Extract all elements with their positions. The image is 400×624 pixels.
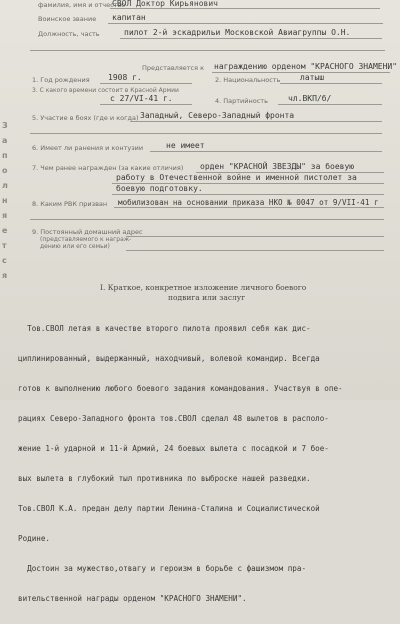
field-8-rule	[114, 207, 384, 208]
summary-line: готов к выполнению любого боевого задания командования. Участвуя в опе-	[18, 384, 343, 393]
field-9-hint-b: дению или его семьи)	[40, 243, 110, 250]
name-rule	[110, 8, 380, 9]
summary-line: жение 1-й ударной и 11-й Армий, 24 боевых вылета с посадкой и 7 бое-	[18, 444, 329, 453]
field-9-hint-a: (представляемого к награж-	[40, 236, 132, 243]
field-5-label: 5. Участие в боях (где и когда)	[32, 114, 139, 122]
award-value: награждению орденом "КРАСНОГО ЗНАМЕНИ"	[214, 62, 398, 71]
rank-value: капитан	[112, 13, 146, 22]
field-8-label: 8. Каким РВК призван	[32, 200, 108, 208]
name-label: фамилия, имя и отчество	[38, 1, 126, 9]
rank-rule	[108, 23, 383, 24]
summary-line: Родине.	[18, 534, 51, 543]
field-7-value-a: орден "КРАСНОЙ ЗВЕЗДЫ" за боевую	[200, 162, 355, 171]
field-9-rule-2	[126, 250, 384, 251]
summary-title: I. Краткое, конкретное изложение личного боевого	[100, 283, 307, 292]
field-1-label: 1. Год рождения	[32, 76, 90, 84]
field-5-value: Западный, Северо-Западный фронта	[140, 111, 295, 120]
field-7-label: 7. Чем ранее награжден (за какие отличия)	[32, 164, 184, 172]
field-8-value: мобилизован на основании приказа НКО № 0047 от 9/VII-41 г	[118, 198, 379, 207]
post-value: пилот 2-й эскадрильи Московской Авиагруппы О.Н.	[124, 28, 351, 37]
field-6-label: 6. Имеет ли ранения и контузии	[32, 144, 144, 152]
field-2-label: 2. Национальность	[215, 76, 281, 84]
field-4-rule	[278, 104, 382, 105]
field-7-rule-3	[112, 194, 384, 195]
field-4-label: 4. Партийность	[215, 97, 268, 105]
field-6-value: не имеет	[166, 141, 205, 150]
field-1-value: 1908 г.	[108, 73, 142, 82]
field-1-rule	[100, 83, 192, 84]
field-9-rule	[126, 236, 384, 237]
post-label: Должность, часть	[38, 30, 100, 38]
summary-line: вых вылета в глубокий тыл противника по выброске нашей разведки.	[18, 474, 311, 483]
field-5-rule-2	[30, 133, 382, 134]
post-rule	[120, 38, 382, 39]
summary-line: циплинированный, выдержанный, находчивый, волевой командир. Всегда	[18, 354, 320, 363]
summary-line: вительственной награды орденом "КРАСНОГО ЗНАМЕНИ".	[18, 594, 247, 603]
field-5-rule	[130, 121, 382, 122]
summary-line: Тов.СВОЛ летая в качестве второго пилота проявил себя как дис-	[18, 324, 311, 333]
summary-text	[18, 304, 396, 624]
field-6-rule	[150, 151, 382, 152]
field-3-rule	[100, 104, 192, 105]
field-2-rule	[280, 83, 382, 84]
summary-line: рациях Северо-Западного фронта тов.СВОЛ сделал 48 вылетов в располо-	[18, 414, 329, 423]
summary-line: Достоин за мужество,отвагу и героизм в борьбе с фашизмом пра-	[18, 564, 307, 573]
field-9-label: 9. Постоянный домашний адрес	[32, 228, 143, 236]
blank-rule	[30, 50, 385, 51]
field-7-value-b: работу в Отечественной войне и именной пистолет за	[116, 173, 357, 182]
field-7-value-c: боевую подготовку.	[116, 184, 203, 193]
margin-vertical-text: Заполняется	[2, 121, 18, 280]
summary-subtitle: подвига или заслуг	[168, 293, 246, 302]
rank-label: Воинское звание	[38, 15, 97, 23]
award-label: Представляется к	[142, 64, 205, 72]
field-2-value: латыш	[300, 73, 325, 82]
field-4-value: чл.ВКП/б/	[288, 94, 332, 103]
summary-line: Тов.СВОЛ К.А. предан делу партии Ленина-Сталина и Социалистической	[18, 504, 320, 513]
field-3-value: с 27/VI-41 г.	[110, 94, 173, 103]
field-3-label: 3. С какого времени состоит в Красной Армии	[32, 87, 179, 94]
name-value: СВОЛ Доктор Кирьянович	[112, 0, 218, 8]
field-8-rule-2	[30, 219, 384, 220]
